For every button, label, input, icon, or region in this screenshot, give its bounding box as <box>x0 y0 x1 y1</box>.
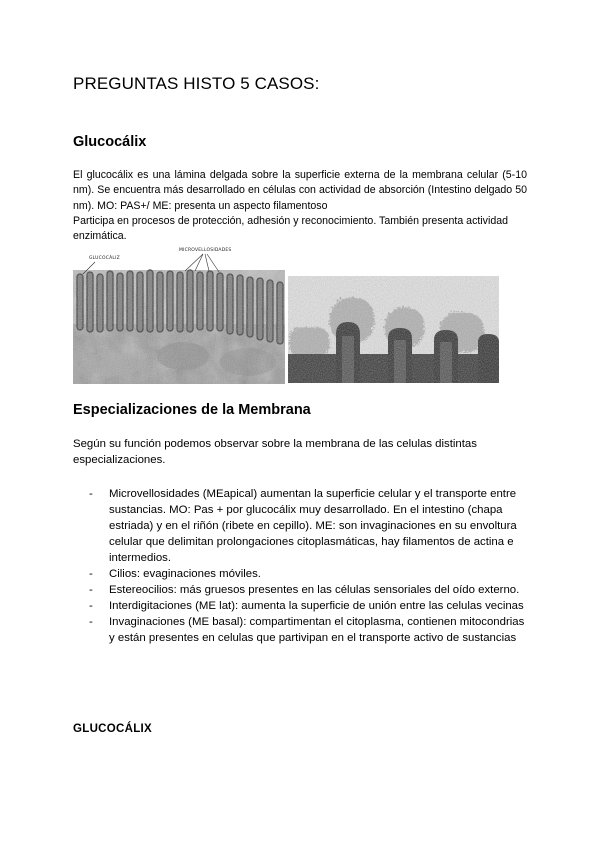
micrograph-glycocalyx-figure <box>288 276 499 383</box>
list-item-text: Estereocilios: más gruesos presentes en las células sensoriales del oído externo. <box>109 584 520 596</box>
list-item-text: Invaginaciones (ME basal): compartimentan el citoplasma, contienen mitocondrias y están presentes en celulas que partivipan en el transporte activo de sustancias <box>109 616 525 644</box>
list-item <box>73 614 527 646</box>
membrane-specializations-heading: Especializaciones de la Membrana <box>73 402 311 418</box>
glucocalix-paragraph-function: Participa en procesos de protección, adhesión y reconocimiento. También presenta actividad enzimática. <box>73 214 508 243</box>
micrograph-microvilli-figure <box>73 244 285 384</box>
list-item-text: Microvellosidades (MEapical) aumentan la superficie celular y el transporte entre sustancias. MO: Pas + por glucocálix muy desarrollado. En el intestino (chapa estriada) y en el riñón (ribete en cepillo). ME: son invaginaciones en su envoltura celular que delimitan prolongaciones citoplasmáticas, hay filamentos de actina e intermedios. <box>109 488 517 564</box>
list-bullet: - <box>89 584 93 596</box>
list-item <box>73 566 527 582</box>
list-item-text: Cilios: evaginaciones móviles. <box>109 568 261 580</box>
glucocalix-section-heading: GLUCOCÁLIX <box>73 723 153 735</box>
membrane-specializations-intro: Según su función podemos observar sobre la membrana de las celulas distintas especializaciones. <box>73 438 477 466</box>
glucocalix-heading: Glucocálix <box>73 134 147 150</box>
list-bullet: - <box>89 568 93 580</box>
list-item <box>73 486 527 566</box>
glucocalix-text <box>73 168 527 244</box>
micrograph-glycocalyx-image <box>288 276 499 383</box>
list-item <box>73 582 527 598</box>
list-bullet: - <box>89 600 93 612</box>
membrane-specializations-list <box>73 486 527 646</box>
list-bullet: - <box>89 616 93 628</box>
glucocalix-figure-label: GLUCOCÁLIZ <box>89 256 120 261</box>
list-item <box>73 598 527 614</box>
page-title: PREGUNTAS HISTO 5 CASOS: <box>73 74 320 93</box>
list-bullet: - <box>89 488 93 500</box>
glucocalix-paragraph-definition: El glucocálix es una lámina delgada sobre la superficie externa de la membrana celular (5-10 nm). Se encuentra más desarrollado en células con actividad de absorción (Intestino delgado 50 nm). MO: PAS+/ ME: presenta un aspecto filamentoso <box>73 169 527 212</box>
microvilli-figure-label: MICROVELLOSIDADES <box>179 248 232 253</box>
micrograph-microvilli-image <box>73 244 285 384</box>
list-item-text: Interdigitaciones (ME lat): aumenta la superficie de unión entre las celulas vecinas <box>109 600 524 612</box>
